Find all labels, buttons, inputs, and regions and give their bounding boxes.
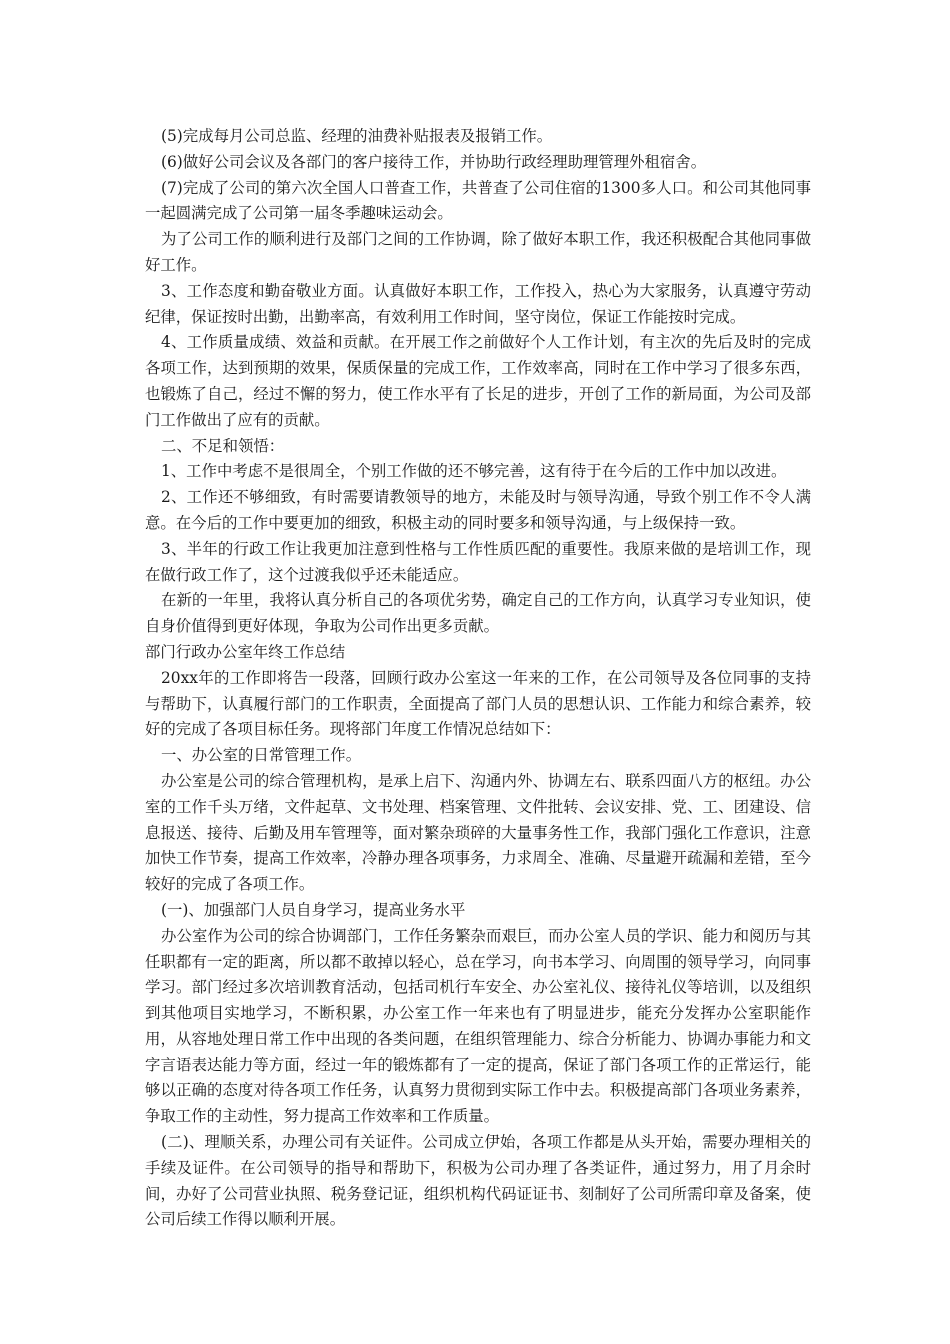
- paragraph: 在新的一年里，我将认真分析自己的各项优劣势，确定自己的工作方向，认真学习专业知识，使自身价值得到更好体现，争取为公司作出更多贡献。: [145, 591, 811, 636]
- paragraph: (二)、理顺关系，办理公司有关证件。公司成立伊始，各项工作都是从头开始，需要办理相关的手续及证件。在公司领导的指导和帮助下，积极为公司办理了各类证件，通过努力，用了月余时间，办好了公司营业执照、税务登记证，组织机构代码证证书、刻制好了公司所需印章及备案，使公司后续工作得以顺利开展。: [145, 1133, 811, 1229]
- section-heading: 二、不足和领悟：: [161, 436, 285, 455]
- paragraph: 20xx年的工作即将告一段落，回顾行政办公室这一年来的工作，在公司领导及各位同事的支持与帮助下，认真履行部门的工作职责，全面提高了部门人员的思想认识、工作能力和综合素养，较好的完成了各项目标任务。现将部门年度工作情况总结如下：: [145, 668, 811, 739]
- paragraph: 1、工作中考虑不是很周全，个别工作做的还不够完善，这有待于在今后的工作中加以改进。: [161, 462, 787, 481]
- paragraph: (5)完成每月公司总监、经理的油费补贴报表及报销工作。: [161, 127, 553, 145]
- paragraph: (7)完成了公司的第六次全国人口普查工作，共普查了公司住宿的1300多人口。和公司其他同事一起圆满完成了公司第一届冬季趣味运动会。: [145, 178, 811, 223]
- paragraph: 办公室是公司的综合管理机构，是承上启下、沟通内外、协调左右、联系四面八方的枢纽。办公室的工作千头万绪，文件起草、文书处理、档案管理、文件批转、会议安排、党、工、团建设、信息报送、接待、后勤及用车管理等，面对繁杂琐碎的大量事务性工作，我部门强化工作意识，注意加快工作节奏，提高工作效率，冷静办理各项事务，力求周全、准确、尽量避开疏漏和差错，至今较好的完成了各项工作。: [145, 771, 811, 894]
- document-title: 部门行政办公室年终工作总结: [145, 642, 346, 661]
- paragraph: 为了公司工作的顺利进行及部门之间的工作协调，除了做好本职工作，我还积极配合其他同事做好工作。: [145, 230, 811, 274]
- paragraph: 2、工作还不够细致，有时需要请教领导的地方，未能及时与领导沟通，导致个别工作不令人满意。在今后的工作中要更加的细致，积极主动的同时要多和领导沟通，与上级保持一致。: [145, 488, 811, 532]
- section-heading: 一、办公室的日常管理工作。: [161, 746, 362, 765]
- document-page: [145, 124, 811, 1233]
- subsection-heading: (一)、加强部门人员自身学习，提高业务水平: [161, 900, 466, 919]
- paragraph: 3、工作态度和勤奋敬业方面。认真做好本职工作，工作投入，热心为大家服务，认真遵守劳动纪律，保证按时出勤，出勤率高，有效利用工作时间，坚守岗位，保证工作能按时完成。: [145, 281, 811, 326]
- paragraph: 4、工作质量成绩、效益和贡献。在开展工作之前做好个人工作计划，有主次的先后及时的完成各项工作，达到预期的效果，保质保量的完成工作，工作效率高，同时在工作中学习了很多东西，也锻炼了自己，经过不懈的努力，使工作水平有了长足的进步，开创了工作的新局面，为公司及部门工作做出了应有的贡献。: [145, 333, 811, 429]
- paragraph: 办公室作为公司的综合协调部门，工作任务繁杂而艰巨，而办公室人员的学识、能力和阅历与其任职都有一定的距离，所以都不敢掉以轻心，总在学习，向书本学习、向周围的领导学习，向同事学习。部门经过多次培训教育活动，包括司机行车安全、办公室礼仪、接待礼仪等培训，以及组织到其他项目实地学习，不断积累，办公室工作一年来也有了明显进步，能充分发挥办公室职能作用，从容地处理日常工作中出现的各类问题，在组织管理能力、综合分析能力、协调办事能力和文字言语表达能力等方面，经过一年的锻炼都有了一定的提高，保证了部门各项工作的正常运行，能够以正确的态度对待各项工作任务，认真努力贯彻到实际工作中去。积极提高部门各项业务素养，争取工作的主动性，努力提高工作效率和工作质量。: [145, 926, 811, 1126]
- paragraph: 3、半年的行政工作让我更加注意到性格与工作性质匹配的重要性。我原来做的是培训工作，现在做行政工作了，这个过渡我似乎还未能适应。: [145, 539, 811, 584]
- paragraph: (6)做好公司会议及各部门的客户接待工作，并协助行政经理助理管理外租宿舍。: [161, 152, 707, 171]
